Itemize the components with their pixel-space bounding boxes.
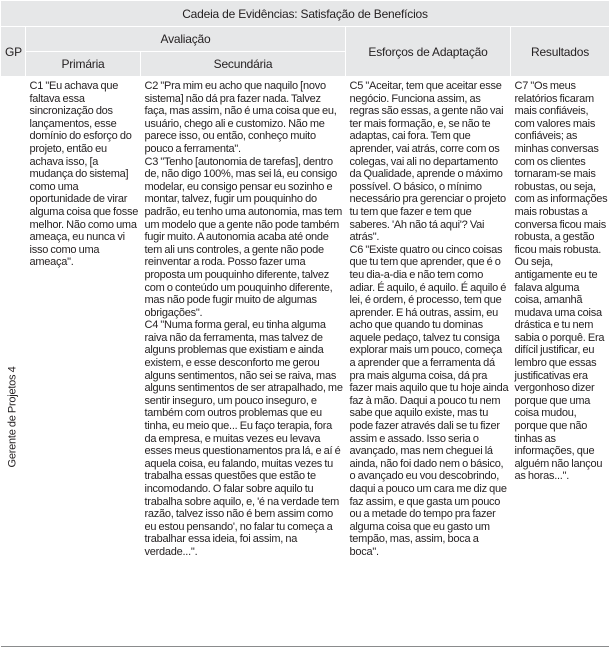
quote-c6: C6 "Existe quatro ou cinco coisas que tu tem que aprender, que é o teu dia-a-dia e não tem como adiar. É aquilo, é aquilo. É aquilo é lei, é ordem, é processo, tem que aprender. E há outras, assim, eu acho que quando tu dominas aquele pedaço, talvez tu consiga explorar mais um pouco, começa a aprender que a ferramenta dá pra mais alguma coisa, dá pra fazer mais aquilo que tu hoje ainda faz à mão. Daqui a pouco tu nem sabe que aquilo existe, mas tu pode fazer através dali se tu fizer assim e assado. Isso seria o avançado, mas nem cheguei lá ainda, não foi dado nem o básico, o avançado eu vou descobrindo, daqui a pouco um cara me diz que faz assim, e que gasta um pouco ou a metade do tempo pra fazer alguma coisa que eu gasto um tempão, mas, assim, boca a boca". [350, 244, 509, 559]
quote-c4: C4 "Numa forma geral, eu tinha alguma raiva não da ferramenta, mas talvez de alguns problemas que existiam e ainda existem, e esse desconforto me gerou alguns sentimentos, não sei se raiva, mas alguns sentimentos de ser atrapalhado, me sentir inseguro, um pouco inseguro, e também com outros problemas que eu tinha, eu meio que... Eu faço terapia, fora da empresa, e muitas vezes eu levava esses meus questionamentos pra lá, e aí é aquela coisa, eu falando, muitas vezes tu trabalha essas questões que estão te incomodando. O falar sobre aquilo tu trabalha sobre aquilo, e, 'é na verdade tem razão, talvez isso não é bem assim como eu estou pensando', no falar tu começa a trabalhar essa ideia, foi assim, na verdade...". [145, 319, 344, 558]
header-secundaria: Secundária [141, 52, 346, 77]
table-title: Cadeia de Evidências: Satisfação de Benefícios [1, 1, 609, 27]
header-esforcos: Esforços de Adaptação [346, 27, 511, 77]
header-avaliacao: Avaliação [26, 27, 346, 52]
header-resultados: Resultados [511, 27, 609, 77]
primaria-cell [26, 77, 141, 647]
quote-c5: C5 "Aceitar, tem que aceitar esse negócio. Funciona assim, as regras são essas, a gente não vai ter mais formação, e, se não te adaptas, cai fora. Tem que aprender, vai atrás, corre com os colegas, vai ali no departamento da Qualidade, aprende o máximo possível. O básico, o mínimo necessário pra gerenciar o projeto tu tem que fazer e tem que saberes. 'Ah não tá aqui'? Vai atrás". [350, 80, 509, 244]
quote-c3: C3 "Tenho [autonomia de tarefas], dentro de, não digo 100%, mas sei lá, eu consigo modelar, eu consigo pensar eu sozinho e montar, talvez, fugir um pouquinho do padrão, eu tenho uma autonomia, mas tem um modelo que a gente não pode também fugir muito. A autonomia acaba até onde tem ali uns controles, a gente não pode reinventar a roda. Posso fazer uma proposta um pouquinho diferente, talvez com o conteúdo um pouquinho diferente, mas não pode fugir muito de algumas obrigações". [145, 156, 344, 320]
table-row [1, 77, 609, 647]
header-gp: GP [1, 27, 26, 77]
gp-cell [1, 77, 26, 647]
quote-c7: C7 "Os meus relatórios ficaram mais confiáveis, com valores mais confiáveis; as minhas conversas com os clientes tornaram-se mais robustas, ou seja, com as informações mais robustas a conversa ficou mais robusta, a gestão ficou mais robusta. Ou seja, antigamente eu te falava alguma coisa, amanhã mudava uma coisa drástica e tu nem sabia o porquê. Era difícil justificar, eu lembro que essas justificativas era vergonhoso dizer porque que uma coisa mudou, porque que não tinhas as informações, que alguém não lançou as horas...". [515, 80, 608, 483]
esforcos-cell [346, 77, 511, 647]
header-primaria: Primária [26, 52, 141, 77]
secundaria-cell [141, 77, 346, 647]
gp-label: Gerente de Projetos 4 [7, 367, 20, 468]
resultados-cell [511, 77, 609, 647]
quote-c1: C1 "Eu achava que faltava essa sincronização dos lançamentos, esse domínio do esforço do projeto, então eu achava isso, [a mudança do sistema] como uma oportunidade de virar alguma coisa que fosse melhor. Não como uma ameaça, eu nunca vi isso como uma ameaça". [30, 80, 139, 269]
quote-c2: C2 "Pra mim eu acho que naquilo [novo sistema] não dá pra fazer nada. Talvez faça, mas assim, não é uma coisa que eu, usuário, chego ali e customizo. Não me parece isso, ou então, conheço muito pouco a ferramenta". [145, 80, 344, 156]
